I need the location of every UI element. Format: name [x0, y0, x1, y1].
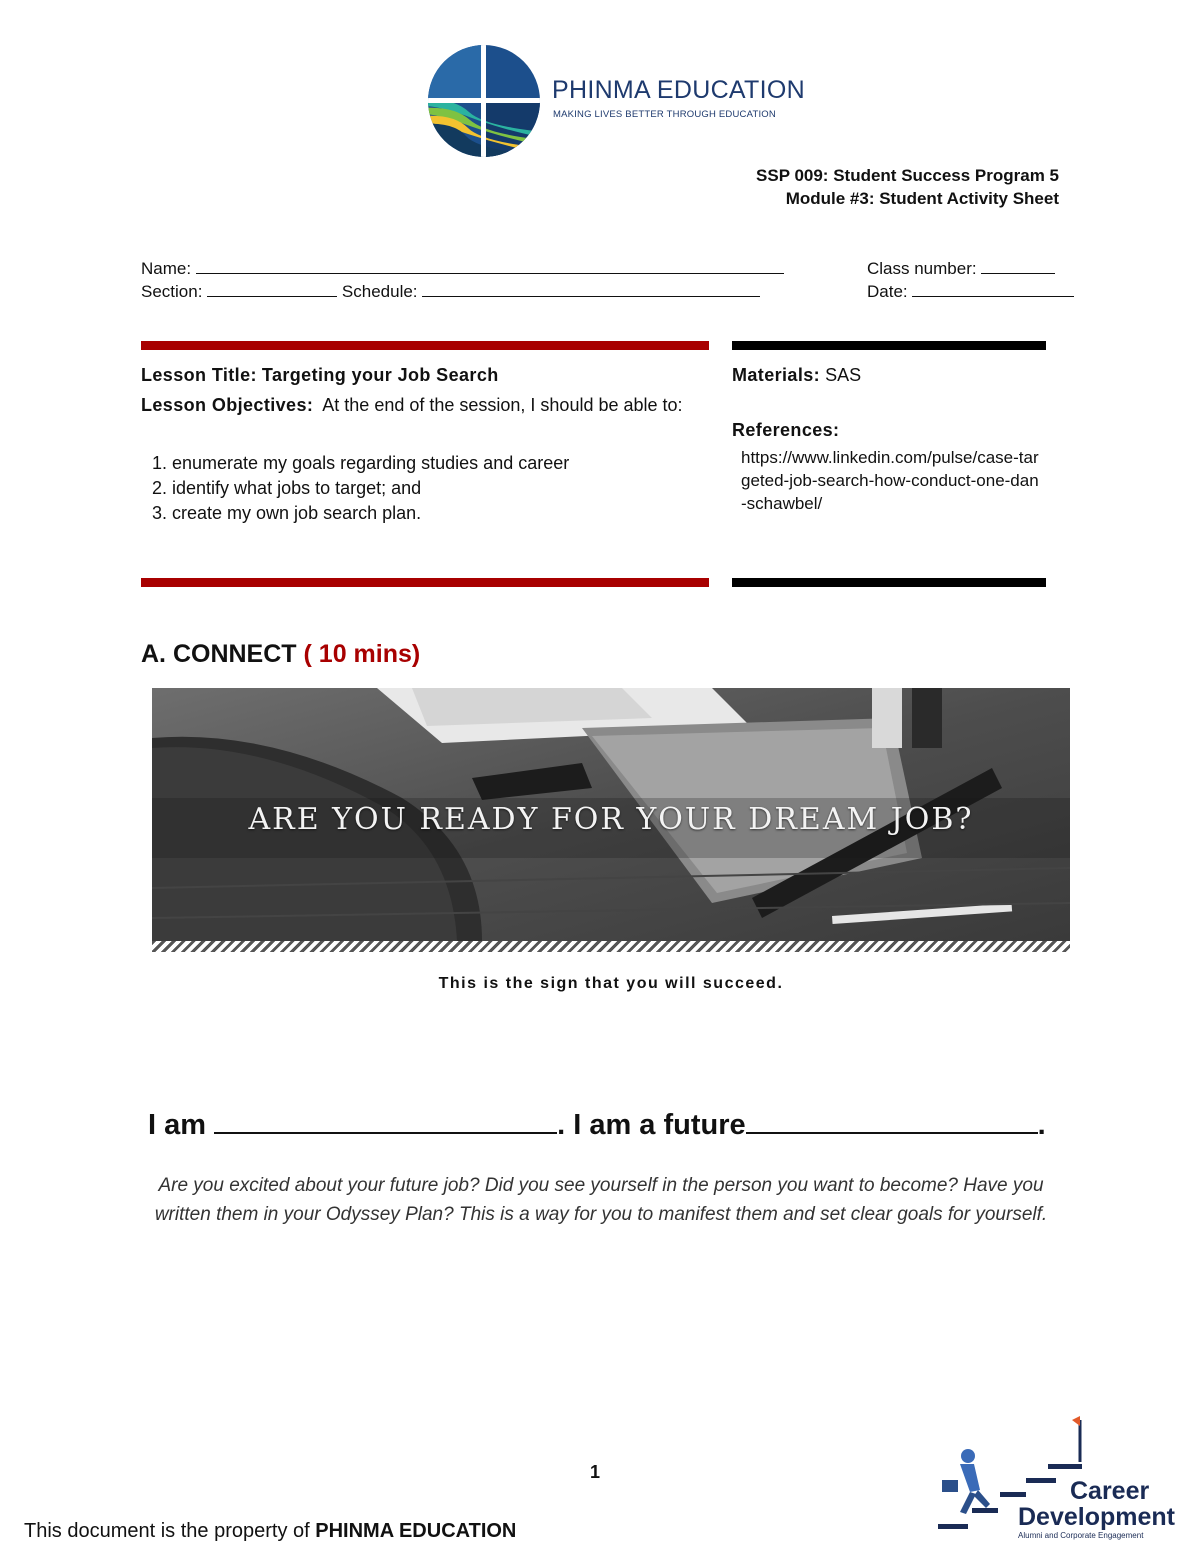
property-owner: PHINMA EDUCATION [315, 1520, 517, 1542]
page-number: 1 [590, 1462, 601, 1482]
name-label: Name: [141, 259, 192, 278]
date-input[interactable] [912, 280, 1074, 297]
divider-black-top [732, 341, 1046, 350]
section-field [141, 280, 760, 302]
module-title: Module #3: Student Activity Sheet [785, 189, 1059, 208]
references-label: References: [732, 420, 840, 440]
connect-duration: ( 10 mins) [303, 640, 421, 668]
dream-job-banner [152, 688, 1070, 941]
brand-tagline: MAKING LIVES BETTER THROUGH EDUCATION [553, 109, 776, 120]
class-number-input[interactable] [981, 257, 1055, 274]
section-a-heading [141, 640, 420, 669]
materials-value: SAS [825, 365, 862, 385]
name-field [141, 257, 784, 279]
connect-heading: A. CONNECT [141, 640, 297, 668]
section-label: Section: [141, 282, 203, 301]
materials [732, 360, 861, 390]
i-am-statement [148, 1108, 1046, 1142]
iam-part1: I am [148, 1109, 207, 1141]
iam-blank-2[interactable] [746, 1108, 1038, 1134]
banner-title: ARE YOU READY FOR YOUR DREAM JOB? [248, 802, 974, 837]
iam-part2: . I am a future [557, 1109, 746, 1141]
lesson-title-label: Lesson Title: [141, 365, 257, 385]
iam-blank-1[interactable] [214, 1108, 557, 1134]
materials-label: Materials: [732, 365, 821, 385]
cd-line2: Development [1018, 1503, 1175, 1531]
class-number-field [867, 257, 1055, 279]
date-label: Date: [867, 282, 908, 301]
divider-black-bottom [732, 578, 1046, 587]
lesson-title [141, 360, 701, 390]
lesson-objectives-label: Lesson Objectives: [141, 395, 314, 415]
reflection-prompt: Are you excited about your future job? Did you see yourself in the person you want to become? Have you written them in your Odyssey Plan? This is a way for you to manifest them and set clear goals for yourself. [154, 1175, 1048, 1225]
lesson-objectives [141, 390, 701, 420]
lesson-objectives-intro: At the end of the session, I should be able to: [322, 395, 683, 415]
property-prefix: This document is the property of [24, 1520, 310, 1542]
divider-red-top [141, 341, 709, 350]
cd-line1: Career [1070, 1477, 1150, 1505]
reference-link[interactable]: https://www.linkedin.com/pulse/case-targeted-job-search-how-conduct-one-dan-schawbel/ [741, 448, 1039, 513]
objective-item: 1. enumerate my goals regarding studies and career [152, 453, 570, 473]
objective-item: 3. create my own job search plan. [152, 503, 422, 523]
property-notice [24, 1520, 516, 1543]
schedule-input[interactable] [422, 280, 760, 297]
date-field [867, 280, 1074, 302]
banner-caption: This is the sign that you will succeed. [438, 975, 784, 992]
objective-item: 2. identify what jobs to target; and [152, 478, 422, 498]
brand-name: PHINMA EDUCATION [552, 76, 805, 104]
banner-hatch-border [152, 941, 1070, 952]
class-number-label: Class number: [867, 259, 977, 278]
career-development-title [1018, 1478, 1175, 1530]
section-input[interactable] [207, 280, 337, 297]
objectives-list [152, 451, 569, 526]
course-title: SSP 009: Student Success Program 5 [756, 166, 1059, 185]
name-input[interactable] [196, 257, 784, 274]
phinma-logo-icon [424, 42, 544, 160]
lesson-title-value: Targeting your Job Search [261, 365, 499, 385]
career-development-subtitle: Alumni and Corporate Engagement [1018, 1531, 1144, 1540]
lesson-block [141, 360, 701, 420]
divider-red-bottom [141, 578, 709, 587]
schedule-label: Schedule: [341, 282, 418, 301]
iam-end: . [1037, 1109, 1046, 1141]
